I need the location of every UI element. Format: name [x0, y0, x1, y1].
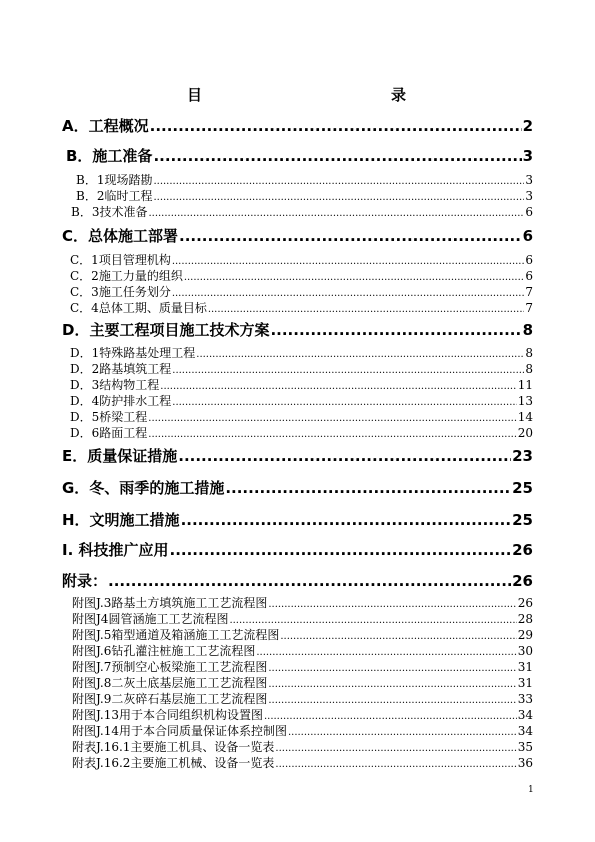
- toc-entry-page: 6: [525, 253, 533, 267]
- toc-entry-page: 25: [512, 479, 533, 497]
- toc-dot-leader: [148, 429, 516, 440]
- toc-entry-label: B．1现场踏勘: [76, 173, 153, 187]
- toc-entry-label: A．工程概况: [62, 117, 149, 135]
- toc-subsection-entry[interactable]: [72, 658, 533, 675]
- toc-entry-page: 13: [517, 394, 533, 408]
- toc-title-right: 录: [391, 86, 407, 104]
- toc-subsection-entry[interactable]: [72, 706, 533, 723]
- toc-dot-leader: [150, 117, 522, 135]
- toc-dot-leader: [148, 208, 524, 219]
- toc-entry-label: 附图J.13用于本合同组织机构设置图: [72, 708, 263, 722]
- toc-entry-label: C．1项目管理机构: [70, 253, 171, 267]
- toc-entry-label: 附图J.14用于本合同质量保证体系控制图: [72, 724, 287, 738]
- toc-entry-label: 附图J4圆管涵施工工艺流程图: [72, 612, 229, 626]
- toc-entry-page: 3: [525, 189, 533, 203]
- toc-subsection-entry[interactable]: [71, 203, 533, 220]
- toc-entry-page: 30: [517, 644, 533, 658]
- toc-entry-label: 附表J.16.1主要施工机具、设备一览表: [72, 740, 275, 754]
- toc-entry-label: 附图J.7预制空心板梁施工工艺流程图: [72, 660, 268, 674]
- toc-dot-leader: [184, 272, 525, 283]
- toc-title: [0, 84, 595, 106]
- toc-dot-leader: [264, 711, 517, 722]
- toc-subsection-entry[interactable]: [70, 251, 533, 268]
- toc-entry-label: D．3结构物工程: [70, 378, 160, 392]
- toc-entry-label: C．2施工力量的组织: [70, 269, 183, 283]
- toc-entry-label: D．4防护排水工程: [70, 394, 172, 408]
- toc-subsection-entry[interactable]: [70, 424, 533, 441]
- toc-entry-page: 34: [517, 708, 533, 722]
- toc-dot-leader: [268, 679, 516, 690]
- toc-dot-leader: [160, 381, 516, 392]
- toc-entry-page: 6: [525, 269, 533, 283]
- toc-subsection-entry[interactable]: [70, 360, 533, 377]
- toc-dot-leader: [153, 192, 524, 203]
- toc-entry-label: 附录：: [62, 572, 108, 590]
- toc-subsection-entry[interactable]: [70, 392, 533, 409]
- toc-entry-label: 附图J.8二灰土底基层施工工艺流程图: [72, 676, 268, 690]
- toc-dot-leader: [179, 227, 522, 245]
- toc-entry-page: 33: [517, 692, 533, 706]
- toc-entry-page: 2: [522, 117, 533, 135]
- toc-entry-label: D．主要工程项目施工技术方案: [62, 321, 270, 339]
- toc-dot-leader: [268, 695, 516, 706]
- toc-section-entry[interactable]: [66, 145, 533, 166]
- toc-entry-label: D．1特殊路基处理工程: [70, 346, 196, 360]
- toc-entry-label: 附表J.16.2主要施工机械、设备一览表: [72, 756, 275, 770]
- toc-subsection-entry[interactable]: [76, 171, 533, 188]
- toc-subsection-entry[interactable]: [70, 376, 533, 393]
- toc-entry-label: 附图J.6钻孔灌注桩施工工艺流程图: [72, 644, 256, 658]
- toc-dot-leader: [181, 511, 512, 529]
- toc-dot-leader: [268, 599, 516, 610]
- toc-entry-page: 14: [517, 410, 533, 424]
- toc-section-entry[interactable]: [62, 509, 533, 530]
- toc-entry-page: 31: [517, 676, 533, 690]
- toc-subsection-entry[interactable]: [70, 283, 533, 300]
- toc-dot-leader: [170, 541, 512, 559]
- toc-entry-label: G．冬、雨季的施工措施: [62, 479, 225, 497]
- toc-section-entry[interactable]: [62, 225, 533, 246]
- toc-subsection-entry[interactable]: [72, 594, 533, 611]
- toc-entry-page: 26: [512, 572, 533, 590]
- toc-dot-leader: [148, 413, 516, 424]
- toc-entry-label: D．5桥梁工程: [70, 410, 148, 424]
- toc-section-entry[interactable]: [62, 539, 533, 560]
- toc-dot-leader: [108, 572, 511, 590]
- toc-entry-label: I. 科技推广应用: [62, 541, 169, 559]
- toc-subsection-entry[interactable]: [72, 626, 533, 643]
- toc-subsection-entry[interactable]: [70, 344, 533, 361]
- toc-entry-page: 8: [525, 346, 533, 360]
- toc-section-entry[interactable]: [62, 115, 533, 136]
- toc-section-entry[interactable]: [62, 570, 533, 591]
- toc-entry-page: 28: [517, 612, 533, 626]
- toc-subsection-entry[interactable]: [72, 642, 533, 659]
- toc-dot-leader: [288, 727, 517, 738]
- toc-entry-label: B．施工准备: [66, 147, 153, 165]
- toc-dot-leader: [280, 631, 516, 642]
- toc-entry-label: C．3施工任务划分: [70, 285, 171, 299]
- toc-subsection-entry[interactable]: [72, 610, 533, 627]
- toc-dot-leader: [172, 365, 524, 376]
- toc-entry-page: 8: [522, 321, 533, 339]
- toc-subsection-entry[interactable]: [70, 299, 533, 316]
- toc-entry-label: C．4总体工期、质量目标: [70, 301, 207, 315]
- toc-subsection-entry[interactable]: [76, 187, 533, 204]
- toc-dot-leader: [275, 759, 516, 770]
- toc-entry-label: 附图J.3路基土方填筑施工工艺流程图: [72, 596, 268, 610]
- toc-entry-page: 7: [525, 285, 533, 299]
- toc-subsection-entry[interactable]: [72, 722, 533, 739]
- toc-dot-leader: [229, 615, 516, 626]
- toc-entry-page: 31: [517, 660, 533, 674]
- toc-subsection-entry[interactable]: [72, 754, 533, 771]
- toc-dot-leader: [172, 397, 516, 408]
- page-number: 1: [528, 785, 534, 795]
- toc-entry-label: D．6路面工程: [70, 426, 148, 440]
- toc-entry-page: 36: [517, 756, 533, 770]
- toc-entry-label: E．质量保证措施: [62, 447, 178, 465]
- toc-section-entry[interactable]: [62, 319, 533, 340]
- toc-entry-label: 附图J.9二灰碎石基层施工工艺流程图: [72, 692, 268, 706]
- toc-dot-leader: [153, 176, 524, 187]
- toc-entry-page: 6: [522, 227, 533, 245]
- toc-entry-label: D．2路基填筑工程: [70, 362, 172, 376]
- toc-dot-leader: [270, 321, 521, 339]
- toc-entry-label: B．2临时工程: [76, 189, 153, 203]
- toc-entry-page: 25: [512, 511, 533, 529]
- toc-entry-page: 23: [512, 447, 533, 465]
- toc-entry-page: 8: [525, 362, 533, 376]
- toc-entry-page: 3: [525, 173, 533, 187]
- toc-dot-leader: [172, 256, 525, 267]
- toc-dot-leader: [196, 349, 524, 360]
- toc-entry-page: 6: [525, 205, 533, 219]
- toc-entry-page: 7: [525, 301, 533, 315]
- toc-dot-leader: [256, 647, 516, 658]
- toc-dot-leader: [172, 288, 525, 299]
- toc-section-entry[interactable]: [62, 445, 533, 466]
- toc-section-entry[interactable]: [62, 477, 533, 498]
- toc-entry-page: 29: [517, 628, 533, 642]
- toc-subsection-entry[interactable]: [70, 408, 533, 425]
- toc-entry-page: 20: [517, 426, 533, 440]
- toc-subsection-entry[interactable]: [72, 738, 533, 755]
- toc-entry-label: B．3技术准备: [71, 205, 148, 219]
- toc-dot-leader: [268, 663, 516, 674]
- toc-dot-leader: [153, 147, 521, 165]
- toc-subsection-entry[interactable]: [72, 690, 533, 707]
- toc-entry-page: 11: [517, 378, 533, 392]
- toc-entry-label: C．总体施工部署: [62, 227, 179, 245]
- toc-title-left: 目: [187, 86, 203, 104]
- toc-subsection-entry[interactable]: [70, 267, 533, 284]
- toc-entry-label: 附图J.5箱型通道及箱涵施工工艺流程图: [72, 628, 280, 642]
- toc-entry-page: 34: [517, 724, 533, 738]
- toc-entry-label: H．文明施工措施: [62, 511, 180, 529]
- toc-dot-leader: [225, 479, 511, 497]
- toc-subsection-entry[interactable]: [72, 674, 533, 691]
- toc-entry-page: 3: [522, 147, 533, 165]
- toc-entry-page: 26: [517, 596, 533, 610]
- toc-entry-page: 26: [512, 541, 533, 559]
- toc-dot-leader: [208, 304, 525, 315]
- toc-dot-leader: [275, 743, 516, 754]
- toc-entry-page: 35: [517, 740, 533, 754]
- toc-dot-leader: [178, 447, 511, 465]
